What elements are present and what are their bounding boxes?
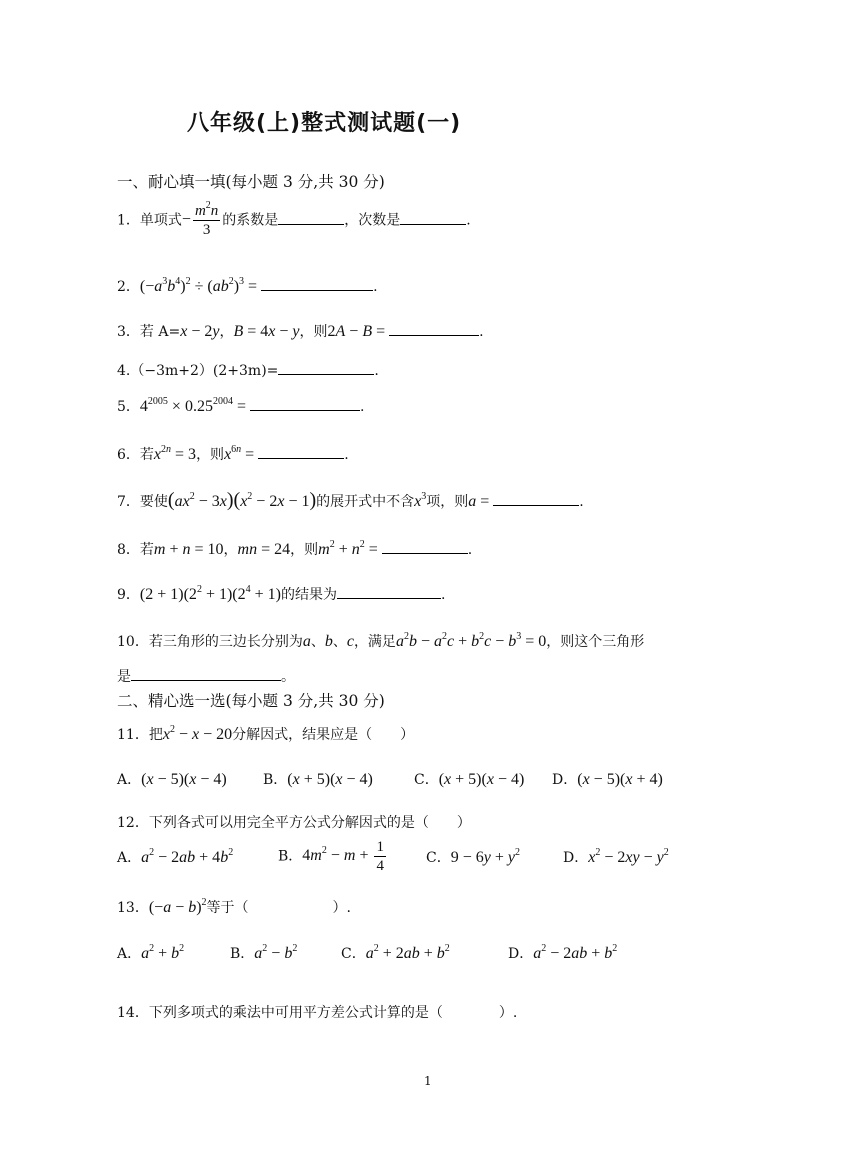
q13-option-c-math: $a^2 + 2ab + b^2$ (365, 943, 450, 962)
q11-label: 11．把 (117, 727, 163, 743)
question-3 (117, 322, 484, 340)
q7-text: 的展开式中不含 (316, 494, 415, 510)
q11-option-a[interactable] (117, 772, 227, 788)
q8-label: 8．若 (117, 542, 154, 558)
q10-sep-2: 、 (332, 634, 347, 650)
q4-blank[interactable] (278, 361, 374, 375)
q8-target: $m^2 + n^2$ = (318, 539, 382, 558)
question-14: 14．下列多项式的乘法中可用平方差公式计算的是（ ）. (117, 1005, 518, 1021)
q11-option-d-math: (x − 5)(x + 4) (577, 771, 663, 788)
q5-expression: $4^{2005} \times 0.25^{2004}$ = (139, 396, 250, 415)
q12-option-c[interactable] (426, 847, 520, 866)
q7-text-2: 项，则 (426, 494, 469, 510)
q11-option-a-label: A． (117, 772, 142, 788)
q8-end: . (467, 542, 473, 558)
q3-a-expr: x − 2y (180, 323, 220, 340)
q11-option-d[interactable] (552, 772, 663, 788)
q10-label: 10．若三角形的三边长分别为 (117, 634, 303, 650)
q10-var-b: b (324, 633, 333, 650)
q3-label: 3．若 A= (117, 324, 181, 340)
q10-var-a: a (302, 633, 311, 650)
q2-label: 2． (117, 279, 140, 295)
q6-end: . (344, 447, 349, 463)
question-10-line-2 (117, 667, 295, 684)
question-8 (117, 540, 472, 558)
q5-end: . (359, 399, 365, 415)
q12-option-c-math: $9 - 6y + y^2$ (450, 847, 520, 866)
q13-stem: 等于（ ）. (206, 900, 351, 916)
q6-given: $x^{2n} = 3$ (153, 444, 197, 463)
q2-blank[interactable] (261, 277, 373, 291)
q13-option-a[interactable] (117, 943, 185, 962)
q3-blank[interactable] (389, 322, 479, 336)
q7-term: $x^3$ (414, 491, 427, 510)
q9-expression: $(2 + 1)(2^2 + 1)(2^4 + 1)$ (139, 584, 281, 603)
q13-label: 13． (117, 900, 149, 916)
question-4 (117, 361, 379, 378)
q2-expression: $(-a^3b^4)^2 \div (ab^2)^3$ = (139, 276, 262, 295)
q6-target: $x^{6n}$ = (224, 444, 259, 463)
question-11 (117, 724, 415, 743)
q9-label: 9． (117, 587, 140, 603)
q11-option-b-label: B． (263, 772, 288, 788)
q13-option-d-math: $a^2 - 2ab + b^2$ (533, 943, 618, 962)
q5-label: 5． (117, 399, 140, 415)
q11-option-b[interactable] (263, 772, 373, 788)
q3-b-expr: B = 4x − y (233, 323, 300, 340)
section-1-heading: 一、耐心填一填(每小题 3 分,共 30 分) (117, 173, 385, 191)
question-10 (117, 631, 645, 650)
question-5 (117, 397, 364, 415)
q1-text: 的系数是 (222, 212, 279, 229)
q8-then: ，则 (290, 542, 319, 558)
question-1 (117, 202, 471, 239)
q13-expression: $(-a - b)^2$ (148, 897, 207, 916)
q4-end: . (374, 363, 379, 379)
question-2 (117, 277, 378, 295)
q11-stem: 分解因式，结果应是（ ） (232, 727, 415, 743)
q11-option-d-label: D． (552, 772, 578, 788)
q10-end: 。 (281, 669, 295, 685)
question-6 (117, 445, 349, 463)
q8-blank[interactable] (382, 540, 468, 554)
page-number: 1 (424, 1074, 432, 1088)
question-12: 12．下列各式可以用完全平方公式分解因式的是（ ） (117, 815, 471, 831)
q12-option-b-label: B． (278, 848, 303, 865)
q13-option-b-label: B． (230, 946, 255, 962)
q9-blank[interactable] (337, 585, 441, 599)
q13-option-c-label: C． (341, 946, 366, 962)
q3-sep: ， (219, 324, 234, 340)
q2-end: . (373, 279, 378, 295)
q1-text-2: ，次数是 (344, 212, 401, 229)
q7-end: . (579, 494, 584, 510)
q12-option-c-label: C． (426, 850, 451, 866)
q3-then: ，则 (299, 324, 328, 340)
q1-blank-degree[interactable] (400, 211, 466, 225)
q12-option-b-math: $4m^2 - m$ + $\frac{1}{4}$ (302, 839, 384, 874)
q8-sep: ， (223, 542, 238, 558)
q5-blank[interactable] (250, 397, 360, 411)
page-title: 八年级(上)整式测试题(一) (187, 111, 462, 136)
q3-target: 2A − B = (327, 323, 390, 340)
q10-cond: ，满足 (353, 634, 396, 650)
q6-then: ，则 (196, 447, 225, 463)
q1-label: 1．单项式 (117, 212, 182, 229)
q9-text: 的结果为 (280, 587, 337, 603)
q3-end: . (479, 324, 484, 340)
section-2-heading: 二、精心选一选(每小题 3 分,共 30 分) (117, 692, 385, 710)
q10-sep: 、 (310, 634, 325, 650)
q12-option-b[interactable] (278, 838, 388, 875)
q9-end: . (440, 587, 446, 603)
q10-tail: ，则这个三角形 (546, 634, 645, 650)
question-13 (117, 897, 351, 916)
q6-label: 6．若 (117, 447, 154, 463)
q11-option-c-label: C． (414, 772, 439, 788)
q10-var-c: c (346, 633, 354, 650)
q11-option-b-math: (x + 5)(x − 4) (287, 771, 373, 788)
q12-option-d[interactable] (563, 847, 669, 866)
q12-option-a-label: A． (117, 850, 142, 866)
q7-blank[interactable] (493, 492, 579, 506)
q13-option-d[interactable] (508, 943, 618, 962)
q11-option-a-math: (x − 5)(x − 4) (141, 771, 227, 788)
q13-option-a-math: $a^2 + b^2$ (141, 943, 185, 962)
q7-a: a = (468, 493, 494, 510)
q12-option-d-math: $x^2 - 2xy - y^2$ (588, 847, 669, 866)
q10-blank[interactable] (131, 667, 281, 681)
q8-given-2: mn = 24 (237, 541, 291, 558)
q6-blank[interactable] (258, 445, 344, 459)
q12-option-a[interactable] (117, 847, 234, 866)
q7-label: 7．要使 (117, 494, 168, 510)
q4-text: 4.（−3m+2）(2+3m)= (117, 363, 279, 379)
question-7 (117, 490, 584, 510)
q1-blank-coefficient[interactable] (278, 211, 344, 225)
q13-option-c[interactable] (341, 943, 450, 962)
question-9 (117, 585, 445, 603)
q12-option-d-label: D． (563, 850, 589, 866)
q12-option-a-math: $a^2 - 2ab + 4b^2$ (141, 847, 234, 866)
q11-option-c[interactable] (414, 772, 524, 788)
q13-option-b[interactable] (230, 943, 298, 962)
q1-end: . (466, 212, 471, 229)
q11-option-c-math: (x + 5)(x − 4) (438, 771, 525, 788)
q1-monomial: − $\frac{m^2n}{3}$ (181, 200, 219, 238)
q8-given-1: m + n = 10 (153, 541, 224, 558)
q13-option-a-label: A． (117, 946, 142, 962)
q11-expression: $x^2 - x - 20$ (162, 724, 233, 743)
q10-line2-text: 是 (117, 669, 131, 685)
q13-option-b-math: $a^2 - b^2$ (254, 943, 298, 962)
q13-option-d-label: D． (508, 946, 534, 962)
q7-expression: $(ax^2 - 3x)(x^2 - 2x - 1)$ (167, 489, 317, 511)
q10-equation: $a^2b - a^2c + b^2c - b^3 = 0$ (395, 631, 547, 650)
